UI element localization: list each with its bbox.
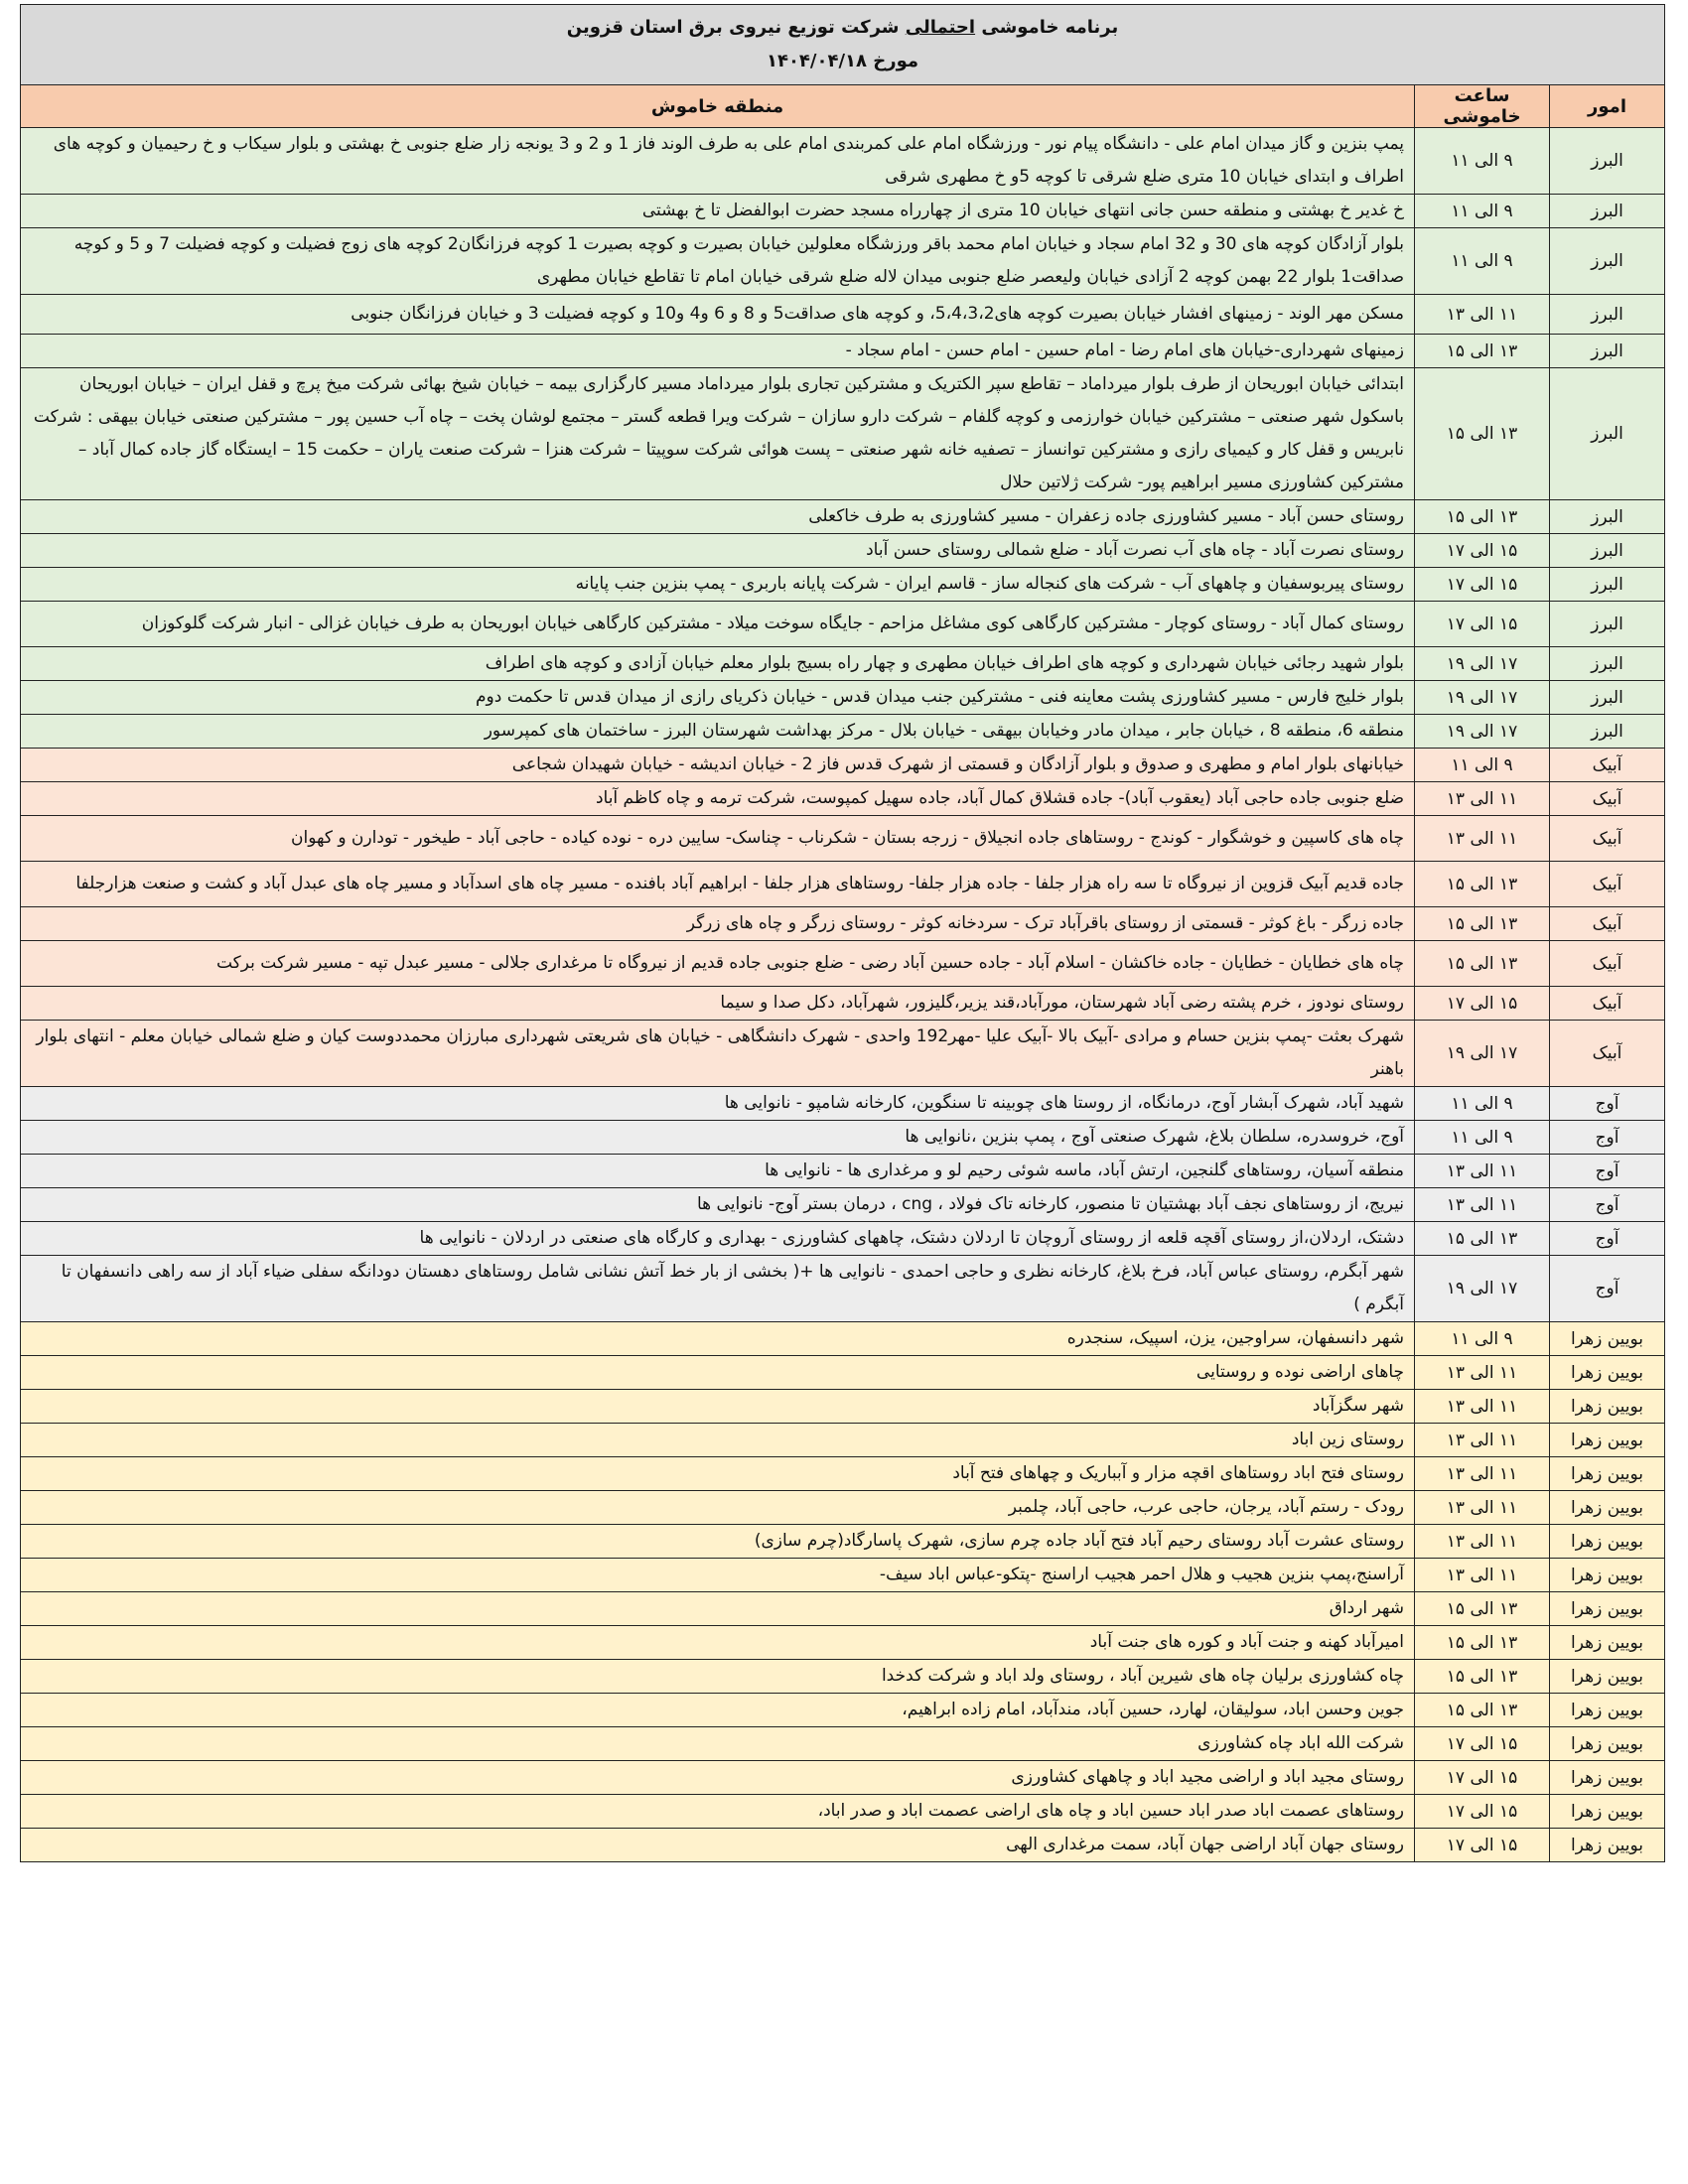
table-row: [21, 195, 1665, 228]
cell-amur: البرز: [1550, 335, 1665, 368]
table-row: [21, 568, 1665, 602]
cell-area: رودک - رستم آباد، یرجان، حاجی عرب، حاجی آباد، چلمبر: [21, 1491, 1415, 1525]
table-row: [21, 1121, 1665, 1155]
cell-area: شهر سگزآباد: [21, 1390, 1415, 1424]
cell-area: روستای زین اباد: [21, 1424, 1415, 1457]
cell-amur: بویین زهرا: [1550, 1390, 1665, 1424]
table-row: [21, 1559, 1665, 1592]
cell-area: روستای پیربوسفیان و چاههای آب - شرکت های کنجاله ساز - قاسم ایران - شرکت پایانه باربری - پمپ بنزین جنب پایانه: [21, 568, 1415, 602]
cell-area: چاهای اراضی نوده و روستایی: [21, 1356, 1415, 1390]
cell-amur: آوج: [1550, 1222, 1665, 1256]
cell-hours: ۱۱ الی ۱۳: [1415, 1559, 1550, 1592]
cell-area: روستای عشرت آباد روستای رحیم آباد فتح آباد جاده چرم سازی، شهرک پاسارگاد(چرم سازی): [21, 1525, 1415, 1559]
cell-amur: البرز: [1550, 534, 1665, 568]
cell-hours: ۱۵ الی ۱۷: [1415, 1761, 1550, 1795]
cell-hours: ۹ الی ۱۱: [1415, 749, 1550, 782]
cell-hours: ۱۵ الی ۱۷: [1415, 568, 1550, 602]
table-row: [21, 647, 1665, 681]
table-row: [21, 1626, 1665, 1660]
cell-amur: بویین زهرا: [1550, 1457, 1665, 1491]
cell-area: چاه های کاسپین و خوشگوار - کوندج - روستاهای جاده انجیلاق - زرجه بستان - شکرناب - چناسک- سایین دره - نوده کیاده - حاجی آباد - طیخور - تودارن و کهوان: [21, 816, 1415, 862]
cell-hours: ۱۷ الی ۱۹: [1415, 1021, 1550, 1087]
cell-area: روستای حسن آباد - مسیر کشاورزی جاده زعفران - مسیر کشاورزی به طرف خاکعلی: [21, 500, 1415, 534]
cell-hours: ۱۵ الی ۱۷: [1415, 534, 1550, 568]
cell-hours: ۱۵ الی ۱۷: [1415, 602, 1550, 647]
cell-area: بلوار خلیج فارس - مسیر کشاورزی پشت معاینه فنی - مشترکین جنب میدان قدس - خیابان ذکریای رازی از میدان قدس تا حکمت دوم: [21, 681, 1415, 715]
table-row: [21, 1021, 1665, 1087]
table-row: [21, 1829, 1665, 1862]
table-row: [21, 987, 1665, 1021]
cell-hours: ۱۳ الی ۱۵: [1415, 1222, 1550, 1256]
cell-area: منطقه 6، منطقه 8 ، خیابان جابر ، میدان مادر وخیابان بیهقی - خیابان بلال - مرکز بهداشت شهرستان البرز - ساختمان های کمپرسور: [21, 715, 1415, 749]
cell-area: روستاهای عصمت اباد صدر اباد حسین اباد و چاه های اراضی عصمت اباد و صدر اباد،: [21, 1795, 1415, 1829]
cell-area: روستای فتح اباد روستاهای اقچه مزار و آبباریک و چهاهای فتح آباد: [21, 1457, 1415, 1491]
cell-hours: ۱۱ الی ۱۳: [1415, 782, 1550, 816]
cell-area: شهر ارداق: [21, 1592, 1415, 1626]
cell-area: بلوار شهید رجائی خیابان شهرداری و کوچه های اطراف خیابان مطهری و چهار راه بسیج بلوار معلم خیابان آزادی و کوچه های اطراف: [21, 647, 1415, 681]
cell-hours: ۱۱ الی ۱۳: [1415, 1424, 1550, 1457]
cell-hours: ۱۳ الی ۱۵: [1415, 1694, 1550, 1727]
title-prefix: برنامه خاموشی: [981, 17, 1119, 38]
table-row: [21, 1087, 1665, 1121]
header-hours: ساعت خاموشی: [1415, 85, 1550, 128]
cell-area: آراسنج،پمپ بنزین هجیب و هلال احمر هجیب اراسنج -پتکو-عباس اباد سیف-: [21, 1559, 1415, 1592]
cell-area: ضلع جنوبی جاده حاجی آباد (یعقوب آباد)- جاده قشلاق کمال آباد، جاده سهیل کمپوست، شرکت ترمه و چاه کاظم آباد: [21, 782, 1415, 816]
table-row: [21, 681, 1665, 715]
cell-hours: ۱۱ الی ۱۳: [1415, 1457, 1550, 1491]
cell-hours: ۱۳ الی ۱۵: [1415, 862, 1550, 907]
table-row: [21, 907, 1665, 941]
cell-amur: آوج: [1550, 1155, 1665, 1188]
cell-amur: آبیک: [1550, 907, 1665, 941]
cell-amur: آبیک: [1550, 1021, 1665, 1087]
cell-hours: ۹ الی ۱۱: [1415, 1121, 1550, 1155]
cell-area: نیریج، از روستاهای نجف آباد بهشتیان تا منصور، کارخانه تاک فولاد ، cng ، درمان بستر آوج- نانوایی ها: [21, 1188, 1415, 1222]
outage-schedule-table: [20, 4, 1665, 1862]
table-row: [21, 1222, 1665, 1256]
cell-hours: ۱۷ الی ۱۹: [1415, 647, 1550, 681]
cell-hours: ۱۱ الی ۱۳: [1415, 295, 1550, 335]
cell-area: آوج، خروسدره، سلطان بلاغ، شهرک صنعتی آوج ، پمپ بنزین ،نانوایی ها: [21, 1121, 1415, 1155]
table-row: [21, 128, 1665, 195]
cell-hours: ۱۱ الی ۱۳: [1415, 1155, 1550, 1188]
cell-area: بلوار آزادگان کوچه های 30 و 32 امام سجاد و خیابان امام محمد باقر ورزشگاه معلولین خیابان بصیرت و کوچه بصیرت 1 کوچه فرزانگان2 کوچه های زوج فضیلت و کوچه فضیلت 7 و 5 و کوچه صداقت1 بلوار 22 بهمن کوچه 2 آزادی خیابان ولیعصر ضلع جنوبی میدان لاله ضلع شرقی خیابان امام تا تقاطع خیابان مطهری: [21, 228, 1415, 295]
cell-amur: بویین زهرا: [1550, 1592, 1665, 1626]
cell-hours: ۱۳ الی ۱۵: [1415, 335, 1550, 368]
cell-amur: البرز: [1550, 647, 1665, 681]
cell-hours: ۹ الی ۱۱: [1415, 1322, 1550, 1356]
cell-area: روستای جهان آباد اراضی جهان آباد، سمت مرغداری الهی: [21, 1829, 1415, 1862]
cell-hours: ۱۱ الی ۱۳: [1415, 1491, 1550, 1525]
cell-area: شهر آبگرم، روستای عباس آباد، فرخ بلاغ، کارخانه نظری و حاجی احمدی - نانوایی ها +( بخشی از بار خط آتش نشانی شامل روستاهای دهستان دودانگه سفلی ضیاء آباد از سه راهی دانسفهان تا آبگرم ): [21, 1256, 1415, 1322]
cell-hours: ۱۳ الی ۱۵: [1415, 907, 1550, 941]
cell-area: شرکت الله اباد چاه کشاورزی: [21, 1727, 1415, 1761]
cell-amur: آوج: [1550, 1188, 1665, 1222]
header-row: [21, 85, 1665, 128]
cell-amur: آبیک: [1550, 782, 1665, 816]
cell-amur: آبیک: [1550, 941, 1665, 987]
cell-hours: ۱۱ الی ۱۳: [1415, 1356, 1550, 1390]
cell-hours: ۹ الی ۱۱: [1415, 128, 1550, 195]
cell-amur: بویین زهرا: [1550, 1491, 1665, 1525]
cell-area: چاه های خطایان - خطایان - جاده خاکشان - اسلام آباد - جاده حسین آباد رضی - ضلع جنوبی جاده قدیم از نیروگاه تا مرغداری جلالی - مسیر عبدل تپه - مسیر شرکت برکت: [21, 941, 1415, 987]
cell-hours: ۱۳ الی ۱۵: [1415, 941, 1550, 987]
cell-hours: ۱۳ الی ۱۵: [1415, 1626, 1550, 1660]
table-row: [21, 500, 1665, 534]
table-row: [21, 1256, 1665, 1322]
cell-amur: البرز: [1550, 568, 1665, 602]
cell-area: شهر دانسفهان، سراوجین، یزن، اسپیک، سنجدره: [21, 1322, 1415, 1356]
cell-amur: آبیک: [1550, 749, 1665, 782]
table-row: [21, 1525, 1665, 1559]
cell-area: مسکن مهر الوند - زمینهای افشار خیابان بصیرت کوچه های5،4،3،2، و کوچه های صداقت5 و 8 و 6 و4 و10 و کوچه فضیلت 3 و خیابان فرزانگان جنوبی: [21, 295, 1415, 335]
table-row: [21, 1356, 1665, 1390]
table-row: [21, 602, 1665, 647]
cell-area: شهید آباد، شهرک آبشار آوج، درمانگاه، از روستا های چوبینه تا سنگوین، کارخانه شامپو - نانوایی ها: [21, 1087, 1415, 1121]
title-date: مورخ ۱۴۰۴/۰۴/۱۸: [766, 51, 919, 71]
table-row: [21, 335, 1665, 368]
header-amur: امور: [1550, 85, 1665, 128]
cell-amur: البرز: [1550, 295, 1665, 335]
cell-area: امیرآباد کهنه و جنت آباد و کوره های جنت آباد: [21, 1626, 1415, 1660]
table-row: [21, 715, 1665, 749]
title-row: [21, 5, 1665, 85]
cell-amur: البرز: [1550, 715, 1665, 749]
cell-hours: ۱۱ الی ۱۳: [1415, 1525, 1550, 1559]
cell-area: روستای نودوز ، خرم پشته رضی آباد شهرستان، مورآباد،قند یزیر،گلیزور، شهرآباد، دکل صدا و سیما: [21, 987, 1415, 1021]
cell-area: منطقه آسیان، روستاهای گلنجین، ارتش آباد، ماسه شوئی رحیم لو و مرغداری ها - نانوایی ها: [21, 1155, 1415, 1188]
table-row: [21, 1155, 1665, 1188]
cell-hours: ۱۷ الی ۱۹: [1415, 1256, 1550, 1322]
cell-hours: ۹ الی ۱۱: [1415, 1087, 1550, 1121]
table-row: [21, 1795, 1665, 1829]
table-row: [21, 1694, 1665, 1727]
cell-amur: البرز: [1550, 368, 1665, 500]
cell-hours: ۱۱ الی ۱۳: [1415, 1188, 1550, 1222]
header-area: منطقه خاموش: [21, 85, 1415, 128]
cell-hours: ۱۳ الی ۱۵: [1415, 500, 1550, 534]
document-title: [21, 5, 1665, 85]
cell-amur: بویین زهرا: [1550, 1356, 1665, 1390]
table-row: [21, 1491, 1665, 1525]
table-row: [21, 1727, 1665, 1761]
cell-amur: بویین زهرا: [1550, 1626, 1665, 1660]
cell-hours: ۱۳ الی ۱۵: [1415, 368, 1550, 500]
table-row: [21, 862, 1665, 907]
table-row: [21, 1660, 1665, 1694]
cell-amur: البرز: [1550, 195, 1665, 228]
table-row: [21, 1424, 1665, 1457]
cell-hours: ۹ الی ۱۱: [1415, 228, 1550, 295]
cell-amur: آبیک: [1550, 987, 1665, 1021]
cell-hours: ۱۱ الی ۱۳: [1415, 1390, 1550, 1424]
cell-amur: بویین زهرا: [1550, 1525, 1665, 1559]
table-row: [21, 782, 1665, 816]
cell-area: جاده زرگر - باغ کوثر - قسمتی از روستای باقرآباد ترک - سردخانه کوثر - روستای زرگر و چاه های زرگر: [21, 907, 1415, 941]
cell-amur: آبیک: [1550, 816, 1665, 862]
outage-schedule-sheet: [20, 4, 1664, 1862]
cell-amur: بویین زهرا: [1550, 1322, 1665, 1356]
table-row: [21, 534, 1665, 568]
cell-hours: ۱۳ الی ۱۵: [1415, 1592, 1550, 1626]
cell-area: جوین وحسن اباد، سولیقان، لهارد، حسین آباد، مندآباد، امام زاده ابراهیم،: [21, 1694, 1415, 1727]
table-row: [21, 1322, 1665, 1356]
cell-amur: البرز: [1550, 681, 1665, 715]
cell-area: ابتدائی خیابان ابوریحان از طرف بلوار میرداماد – تقاطع سپر الکتریک و مشترکین تجاری بلوار میرداماد مسیر کارگزاری بیمه – خیابان شیخ بهائی شرکت میخ پرچ و قفل ایران – خیابان ابوریحان باسکول شهر صنعتی – مشترکین خیابان خوارزمی و کوچه گلفام – شرکت دارو سازان – شرکت ویرا قطعه گستر – مجتمع لوشان پخت – چاه آب حسین پور – مشترکین صنعتی خیابان بیهقی : شرکت نابریس و قفل کار و کیمیای رازی و مشترکین توانساز – تصفیه خانه شهر صنعتی – پست هوائی شرکت سوپیتا – شرکت هنزا – شرکت صنعت یاران – حکمت 15 – ایستگاه گاز جاده کمال آباد – مشترکین کشاورزی مسیر ابراهیم پور- شرکت ژلاتین حلال: [21, 368, 1415, 500]
cell-hours: ۱۷ الی ۱۹: [1415, 681, 1550, 715]
cell-area: خ غدیر خ بهشتی و منطقه حسن جانی انتهای خیابان 10 متری از چهارراه مسجد حضرت ابوالفضل تا خ بهشتی: [21, 195, 1415, 228]
cell-amur: بویین زهرا: [1550, 1829, 1665, 1862]
cell-amur: بویین زهرا: [1550, 1761, 1665, 1795]
table-row: [21, 1592, 1665, 1626]
title-suffix: شرکت توزیع نیروی برق استان قزوین: [566, 17, 900, 38]
cell-hours: ۱۳ الی ۱۵: [1415, 1660, 1550, 1694]
cell-amur: بویین زهرا: [1550, 1694, 1665, 1727]
table-row: [21, 368, 1665, 500]
table-row: [21, 941, 1665, 987]
cell-area: روستای نصرت آباد - چاه های آب نصرت آباد - ضلع شمالی روستای حسن آباد: [21, 534, 1415, 568]
cell-amur: آوج: [1550, 1087, 1665, 1121]
schedule-body: [21, 128, 1665, 1862]
cell-amur: البرز: [1550, 128, 1665, 195]
table-row: [21, 228, 1665, 295]
cell-amur: البرز: [1550, 500, 1665, 534]
table-row: [21, 749, 1665, 782]
cell-area: زمینهای شهرداری-خیابان های امام رضا - امام حسین - امام حسن - امام سجاد -: [21, 335, 1415, 368]
cell-amur: بویین زهرا: [1550, 1559, 1665, 1592]
cell-amur: آوج: [1550, 1256, 1665, 1322]
cell-area: چاه کشاورزی برلیان چاه های شیرین آباد ، روستای ولد اباد و شرکت کدخدا: [21, 1660, 1415, 1694]
cell-area: شهرک بعثت -پمپ بنزین حسام و مرادی -آبیک بالا -آبیک علیا -مهر192 واحدی - شهرک دانشگاهی - خیابان های شریعتی شهرداری مبارزان محمددوست کیان و ضلع شمالی خیابان معلم - انتهای بلوار باهنر: [21, 1021, 1415, 1087]
cell-area: جاده قدیم آبیک قزوین از نیروگاه تا سه راه هزار جلفا - جاده هزار جلفا- روستاهای هزار جلفا - ابراهیم آباد بافنده - مسیر چاه های اسدآباد و مسیر چاه های عبدل آباد و کشت و صنعت هزارجلفا: [21, 862, 1415, 907]
cell-amur: بویین زهرا: [1550, 1424, 1665, 1457]
table-row: [21, 1188, 1665, 1222]
table-row: [21, 295, 1665, 335]
cell-hours: ۱۷ الی ۱۹: [1415, 715, 1550, 749]
table-row: [21, 1457, 1665, 1491]
cell-hours: ۱۵ الی ۱۷: [1415, 1829, 1550, 1862]
cell-area: روستای کمال آباد - روستای کوچار - مشترکین کارگاهی کوی مشاغل مزاحم - جایگاه سوخت میلاد - مشترکین کارگاهی خیابان ابوریحان به طرف خیابان غزالی - انبار شرکت گلوکوزان: [21, 602, 1415, 647]
table-row: [21, 816, 1665, 862]
cell-area: دشتک، اردلان،از روستای آقچه قلعه از روستای آروچان تا اردلان دشتک، چاههای کشاورزی - بهداری و کارگاه های صنعتی در اردلان - نانوایی ها: [21, 1222, 1415, 1256]
table-row: [21, 1390, 1665, 1424]
title-emphasis: احتمالی: [905, 17, 976, 38]
cell-hours: ۱۱ الی ۱۳: [1415, 816, 1550, 862]
cell-hours: ۹ الی ۱۱: [1415, 195, 1550, 228]
title-line-1: [21, 11, 1664, 45]
cell-amur: بویین زهرا: [1550, 1727, 1665, 1761]
cell-hours: ۱۵ الی ۱۷: [1415, 1727, 1550, 1761]
cell-area: خیابانهای بلوار امام و مطهری و صدوق و بلوار آزادگان و قسمتی از شهرک قدس فاز 2 - خیابان اندیشه - خیابان شهیدان شجاعی: [21, 749, 1415, 782]
cell-area: روستای مجید اباد و اراضی مجید اباد و چاههای کشاورزی: [21, 1761, 1415, 1795]
cell-amur: آبیک: [1550, 862, 1665, 907]
cell-hours: ۱۵ الی ۱۷: [1415, 1795, 1550, 1829]
table-row: [21, 1761, 1665, 1795]
cell-hours: ۱۵ الی ۱۷: [1415, 987, 1550, 1021]
cell-amur: بویین زهرا: [1550, 1660, 1665, 1694]
cell-amur: بویین زهرا: [1550, 1795, 1665, 1829]
cell-amur: آوج: [1550, 1121, 1665, 1155]
cell-amur: البرز: [1550, 602, 1665, 647]
cell-amur: البرز: [1550, 228, 1665, 295]
cell-area: پمپ بنزین و گاز میدان امام علی - دانشگاه پیام نور - ورزشگاه امام علی کمربندی امام علی به طرف الوند فاز 1 و 2 و 3 یونجه زار ضلع جنوبی خ بهشتی و بلوار سیکاب و خ رحیمیان و کوچه های اطراف و ابتدای خیابان 10 متری ضلع شرقی تا کوچه 5و خ مطهری شرقی: [21, 128, 1415, 195]
